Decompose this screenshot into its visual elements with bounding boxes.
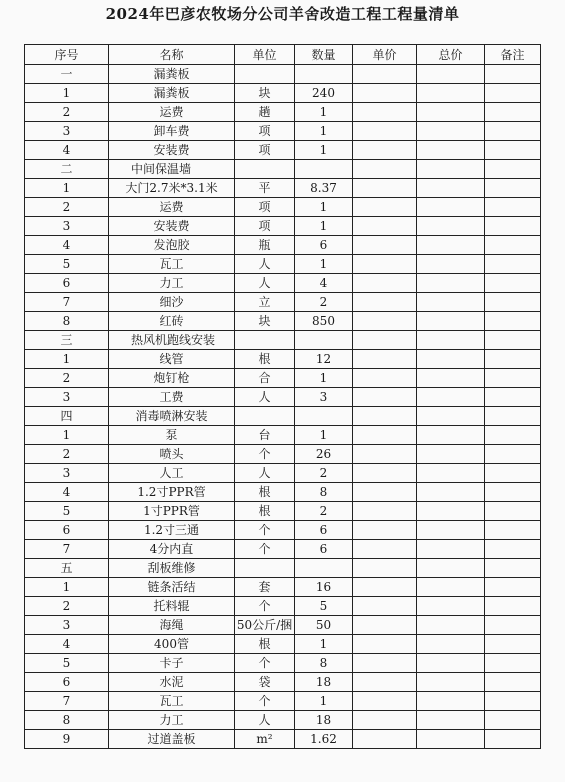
table-row — [25, 616, 541, 635]
cell-remarks — [485, 84, 541, 103]
cell-unit-price — [353, 122, 417, 141]
cell-remarks — [485, 445, 541, 464]
cell-unit-price — [353, 255, 417, 274]
cell-qty: 2 — [295, 502, 353, 521]
cell-unit-price — [353, 483, 417, 502]
cell-name: 400管 — [109, 635, 235, 654]
cell-unit: 个 — [235, 521, 295, 540]
table-row — [25, 673, 541, 692]
cell-qty: 850 — [295, 312, 353, 331]
table-row — [25, 217, 541, 236]
cell-unit: 套 — [235, 578, 295, 597]
cell-total-price — [417, 388, 485, 407]
cell-remarks — [485, 597, 541, 616]
table-row — [25, 483, 541, 502]
document-title: 2024年巴彦农牧场分公司羊舍改造工程工程量清单 — [105, 5, 460, 23]
cell-name: 海绳 — [109, 616, 235, 635]
table-row — [25, 255, 541, 274]
cell-remarks — [485, 122, 541, 141]
table-row — [25, 274, 541, 293]
cell-name: 瓦工 — [109, 692, 235, 711]
cell-unit-price — [353, 711, 417, 730]
table-row — [25, 730, 541, 749]
cell-name: 1.2寸PPR管 — [109, 483, 235, 502]
cell-total-price — [417, 692, 485, 711]
cell-name: 大门2.7米*3.1米 — [109, 179, 235, 198]
cell-qty: 4 — [295, 274, 353, 293]
cell-total-price — [417, 84, 485, 103]
cell-unit: 人 — [235, 464, 295, 483]
cell-qty: 6 — [295, 521, 353, 540]
cell-name: 细沙 — [109, 293, 235, 312]
cell-unit-price — [353, 331, 417, 350]
cell-remarks — [485, 730, 541, 749]
cell-unit: 人 — [235, 274, 295, 293]
cell-unit: 块 — [235, 312, 295, 331]
cell-name: 炮钉枪 — [109, 369, 235, 388]
cell-unit-price — [353, 179, 417, 198]
cell-no: 4 — [25, 483, 109, 502]
cell-name: 1.2寸三通 — [109, 521, 235, 540]
cell-total-price — [417, 122, 485, 141]
cell-name: 托料辊 — [109, 597, 235, 616]
cell-unit-price — [353, 141, 417, 160]
cell-unit-price — [353, 198, 417, 217]
cell-qty: 1 — [295, 426, 353, 445]
cell-name: 工费 — [109, 388, 235, 407]
cell-remarks — [485, 274, 541, 293]
header-total-price: 总价 — [417, 45, 485, 65]
cell-name: 4分内直 — [109, 540, 235, 559]
cell-total-price — [417, 730, 485, 749]
cell-remarks — [485, 179, 541, 198]
cell-remarks — [485, 255, 541, 274]
cell-qty: 50 — [295, 616, 353, 635]
cell-unit-price — [353, 635, 417, 654]
cell-unit: m² — [235, 730, 295, 749]
header-remarks: 备注 — [485, 45, 541, 65]
section-row — [25, 160, 541, 179]
cell-unit: 袋 — [235, 673, 295, 692]
cell-name: 卸车费 — [109, 122, 235, 141]
cell-total-price — [417, 597, 485, 616]
table-row — [25, 464, 541, 483]
cell-total-price — [417, 407, 485, 426]
cell-total-price — [417, 369, 485, 388]
cell-qty — [295, 65, 353, 84]
cell-total-price — [417, 483, 485, 502]
table-header-row — [25, 45, 541, 65]
cell-total-price — [417, 654, 485, 673]
cell-total-price — [417, 711, 485, 730]
cell-no: 6 — [25, 274, 109, 293]
cell-unit: 根 — [235, 635, 295, 654]
cell-unit — [235, 331, 295, 350]
cell-unit-price — [353, 616, 417, 635]
cell-unit: 50公斤/捆 — [235, 616, 295, 635]
cell-no: 2 — [25, 597, 109, 616]
cell-no: 4 — [25, 635, 109, 654]
cell-remarks — [485, 141, 541, 160]
cell-unit-price — [353, 521, 417, 540]
cell-qty: 3 — [295, 388, 353, 407]
cell-unit: 项 — [235, 141, 295, 160]
table-row — [25, 293, 541, 312]
cell-qty: 12 — [295, 350, 353, 369]
cell-name: 中间保温墙 — [109, 160, 235, 179]
cell-unit: 根 — [235, 483, 295, 502]
table-row — [25, 692, 541, 711]
cell-remarks — [485, 654, 541, 673]
cell-remarks — [485, 635, 541, 654]
cell-unit-price — [353, 692, 417, 711]
cell-qty — [295, 160, 353, 179]
cell-no: 3 — [25, 616, 109, 635]
cell-remarks — [485, 540, 541, 559]
cell-remarks — [485, 312, 541, 331]
cell-total-price — [417, 236, 485, 255]
cell-total-price — [417, 673, 485, 692]
cell-total-price — [417, 179, 485, 198]
cell-no: 8 — [25, 711, 109, 730]
cell-remarks — [485, 369, 541, 388]
cell-remarks — [485, 464, 541, 483]
table-row — [25, 388, 541, 407]
cell-qty — [295, 559, 353, 578]
cell-unit-price — [353, 103, 417, 122]
section-row — [25, 65, 541, 84]
cell-name: 泵 — [109, 426, 235, 445]
cell-name: 线管 — [109, 350, 235, 369]
cell-no: 1 — [25, 578, 109, 597]
cell-qty: 1 — [295, 122, 353, 141]
cell-unit-price — [353, 730, 417, 749]
cell-total-price — [417, 616, 485, 635]
cell-unit: 个 — [235, 692, 295, 711]
cell-remarks — [485, 578, 541, 597]
cell-name: 力工 — [109, 711, 235, 730]
cell-unit: 项 — [235, 122, 295, 141]
cell-remarks — [485, 426, 541, 445]
cell-total-price — [417, 198, 485, 217]
cell-name: 运费 — [109, 103, 235, 122]
cell-unit-price — [353, 369, 417, 388]
header-unit-price: 单价 — [353, 45, 417, 65]
cell-remarks — [485, 331, 541, 350]
cell-qty: 1 — [295, 635, 353, 654]
cell-unit — [235, 65, 295, 84]
cell-name: 链条活结 — [109, 578, 235, 597]
cell-unit-price — [353, 293, 417, 312]
cell-unit: 立 — [235, 293, 295, 312]
cell-remarks — [485, 217, 541, 236]
header-no: 序号 — [25, 45, 109, 65]
table-row — [25, 502, 541, 521]
cell-unit-price — [353, 350, 417, 369]
cell-name: 发泡胶 — [109, 236, 235, 255]
cell-name: 热风机跑线安装 — [109, 331, 235, 350]
table-row — [25, 84, 541, 103]
cell-no: 一 — [25, 65, 109, 84]
cell-unit-price — [353, 236, 417, 255]
cell-no: 2 — [25, 103, 109, 122]
cell-name: 安装费 — [109, 141, 235, 160]
cell-name: 水泥 — [109, 673, 235, 692]
table-row — [25, 711, 541, 730]
table-row — [25, 369, 541, 388]
table-row — [25, 350, 541, 369]
cell-qty: 1 — [295, 369, 353, 388]
cell-name: 消毒喷淋安装 — [109, 407, 235, 426]
cell-unit-price — [353, 578, 417, 597]
cell-no: 3 — [25, 464, 109, 483]
cell-no: 6 — [25, 521, 109, 540]
cell-name: 运费 — [109, 198, 235, 217]
cell-unit-price — [353, 559, 417, 578]
cell-no: 5 — [25, 654, 109, 673]
cell-no: 6 — [25, 673, 109, 692]
cell-qty — [295, 331, 353, 350]
cell-no: 1 — [25, 426, 109, 445]
cell-total-price — [417, 217, 485, 236]
table-row — [25, 426, 541, 445]
cell-remarks — [485, 711, 541, 730]
cell-name: 力工 — [109, 274, 235, 293]
cell-unit-price — [353, 540, 417, 559]
cell-name: 卡子 — [109, 654, 235, 673]
header-name: 名称 — [109, 45, 235, 65]
cell-qty: 1 — [295, 692, 353, 711]
cell-no: 2 — [25, 369, 109, 388]
cell-unit-price — [353, 84, 417, 103]
cell-name: 过道盖板 — [109, 730, 235, 749]
table-row — [25, 540, 541, 559]
cell-unit: 项 — [235, 217, 295, 236]
table-row — [25, 198, 541, 217]
cell-no: 5 — [25, 502, 109, 521]
cell-no: 3 — [25, 388, 109, 407]
cell-remarks — [485, 65, 541, 84]
cell-total-price — [417, 65, 485, 84]
cell-no: 7 — [25, 293, 109, 312]
section-row — [25, 331, 541, 350]
cell-qty: 5 — [295, 597, 353, 616]
cell-unit: 根 — [235, 502, 295, 521]
cell-name: 漏粪板 — [109, 65, 235, 84]
cell-qty: 1 — [295, 103, 353, 122]
cell-unit: 趟 — [235, 103, 295, 122]
cell-qty: 8 — [295, 654, 353, 673]
cell-no: 7 — [25, 540, 109, 559]
cell-remarks — [485, 198, 541, 217]
table-row — [25, 635, 541, 654]
table-row — [25, 445, 541, 464]
cell-no: 2 — [25, 445, 109, 464]
section-row — [25, 407, 541, 426]
cell-unit-price — [353, 502, 417, 521]
cell-unit — [235, 407, 295, 426]
cell-qty: 8 — [295, 483, 353, 502]
cell-total-price — [417, 559, 485, 578]
bill-of-quantities-table — [24, 44, 541, 749]
cell-total-price — [417, 521, 485, 540]
cell-unit-price — [353, 217, 417, 236]
cell-unit: 个 — [235, 654, 295, 673]
table-body — [25, 65, 541, 749]
cell-qty: 6 — [295, 236, 353, 255]
cell-total-price — [417, 445, 485, 464]
cell-unit: 个 — [235, 540, 295, 559]
cell-no: 二 — [25, 160, 109, 179]
cell-qty — [295, 407, 353, 426]
table-row — [25, 179, 541, 198]
cell-unit-price — [353, 426, 417, 445]
cell-unit-price — [353, 464, 417, 483]
cell-no: 4 — [25, 141, 109, 160]
cell-remarks — [485, 559, 541, 578]
cell-no: 3 — [25, 217, 109, 236]
cell-total-price — [417, 578, 485, 597]
cell-no: 五 — [25, 559, 109, 578]
cell-name: 瓦工 — [109, 255, 235, 274]
cell-total-price — [417, 103, 485, 122]
cell-remarks — [485, 236, 541, 255]
cell-total-price — [417, 274, 485, 293]
cell-remarks — [485, 673, 541, 692]
cell-qty: 16 — [295, 578, 353, 597]
cell-qty: 6 — [295, 540, 353, 559]
cell-no: 3 — [25, 122, 109, 141]
header-unit: 单位 — [235, 45, 295, 65]
table-row — [25, 141, 541, 160]
cell-unit-price — [353, 654, 417, 673]
cell-no: 7 — [25, 692, 109, 711]
cell-qty: 1 — [295, 255, 353, 274]
cell-no: 8 — [25, 312, 109, 331]
cell-unit: 个 — [235, 597, 295, 616]
cell-remarks — [485, 103, 541, 122]
cell-name: 漏粪板 — [109, 84, 235, 103]
cell-total-price — [417, 635, 485, 654]
cell-unit: 人 — [235, 255, 295, 274]
cell-unit — [235, 160, 295, 179]
cell-unit-price — [353, 312, 417, 331]
cell-remarks — [485, 407, 541, 426]
cell-unit: 人 — [235, 711, 295, 730]
cell-no: 9 — [25, 730, 109, 749]
cell-name: 刮板维修 — [109, 559, 235, 578]
cell-qty: 1 — [295, 217, 353, 236]
cell-no: 1 — [25, 84, 109, 103]
table-row — [25, 103, 541, 122]
cell-unit-price — [353, 65, 417, 84]
cell-name: 1寸PPR管 — [109, 502, 235, 521]
cell-unit: 块 — [235, 84, 295, 103]
cell-total-price — [417, 464, 485, 483]
cell-unit: 根 — [235, 350, 295, 369]
cell-remarks — [485, 350, 541, 369]
cell-unit-price — [353, 160, 417, 179]
cell-name: 人工 — [109, 464, 235, 483]
cell-unit: 瓶 — [235, 236, 295, 255]
cell-total-price — [417, 255, 485, 274]
cell-remarks — [485, 293, 541, 312]
cell-unit: 人 — [235, 388, 295, 407]
cell-unit: 个 — [235, 445, 295, 464]
cell-remarks — [485, 502, 541, 521]
cell-name: 红砖 — [109, 312, 235, 331]
cell-no: 2 — [25, 198, 109, 217]
cell-total-price — [417, 312, 485, 331]
cell-total-price — [417, 141, 485, 160]
cell-total-price — [417, 502, 485, 521]
table-row — [25, 312, 541, 331]
cell-unit-price — [353, 407, 417, 426]
table-row — [25, 122, 541, 141]
cell-unit-price — [353, 673, 417, 692]
cell-remarks — [485, 521, 541, 540]
cell-qty: 18 — [295, 711, 353, 730]
table-row — [25, 654, 541, 673]
cell-remarks — [485, 692, 541, 711]
table-row — [25, 236, 541, 255]
cell-unit-price — [353, 597, 417, 616]
cell-no: 四 — [25, 407, 109, 426]
cell-unit: 合 — [235, 369, 295, 388]
cell-remarks — [485, 483, 541, 502]
cell-total-price — [417, 160, 485, 179]
cell-unit: 台 — [235, 426, 295, 445]
section-row — [25, 559, 541, 578]
cell-no: 三 — [25, 331, 109, 350]
cell-no: 4 — [25, 236, 109, 255]
cell-unit-price — [353, 274, 417, 293]
cell-remarks — [485, 616, 541, 635]
cell-name: 喷头 — [109, 445, 235, 464]
cell-unit-price — [353, 388, 417, 407]
cell-total-price — [417, 331, 485, 350]
cell-qty: 26 — [295, 445, 353, 464]
cell-qty: 1 — [295, 141, 353, 160]
cell-remarks — [485, 388, 541, 407]
cell-total-price — [417, 350, 485, 369]
cell-unit-price — [353, 445, 417, 464]
cell-unit — [235, 559, 295, 578]
cell-unit: 项 — [235, 198, 295, 217]
table-row — [25, 578, 541, 597]
cell-no: 1 — [25, 179, 109, 198]
cell-remarks — [485, 160, 541, 179]
table-row — [25, 597, 541, 616]
header-qty: 数量 — [295, 45, 353, 65]
cell-no: 5 — [25, 255, 109, 274]
table-row — [25, 521, 541, 540]
cell-total-price — [417, 426, 485, 445]
cell-qty: 1.62 — [295, 730, 353, 749]
cell-name: 安装费 — [109, 217, 235, 236]
cell-no: 1 — [25, 350, 109, 369]
cell-qty: 1 — [295, 198, 353, 217]
cell-qty: 2 — [295, 464, 353, 483]
cell-qty: 240 — [295, 84, 353, 103]
cell-unit: 平 — [235, 179, 295, 198]
cell-total-price — [417, 293, 485, 312]
cell-qty: 18 — [295, 673, 353, 692]
cell-qty: 2 — [295, 293, 353, 312]
cell-total-price — [417, 540, 485, 559]
cell-qty: 8.37 — [295, 179, 353, 198]
